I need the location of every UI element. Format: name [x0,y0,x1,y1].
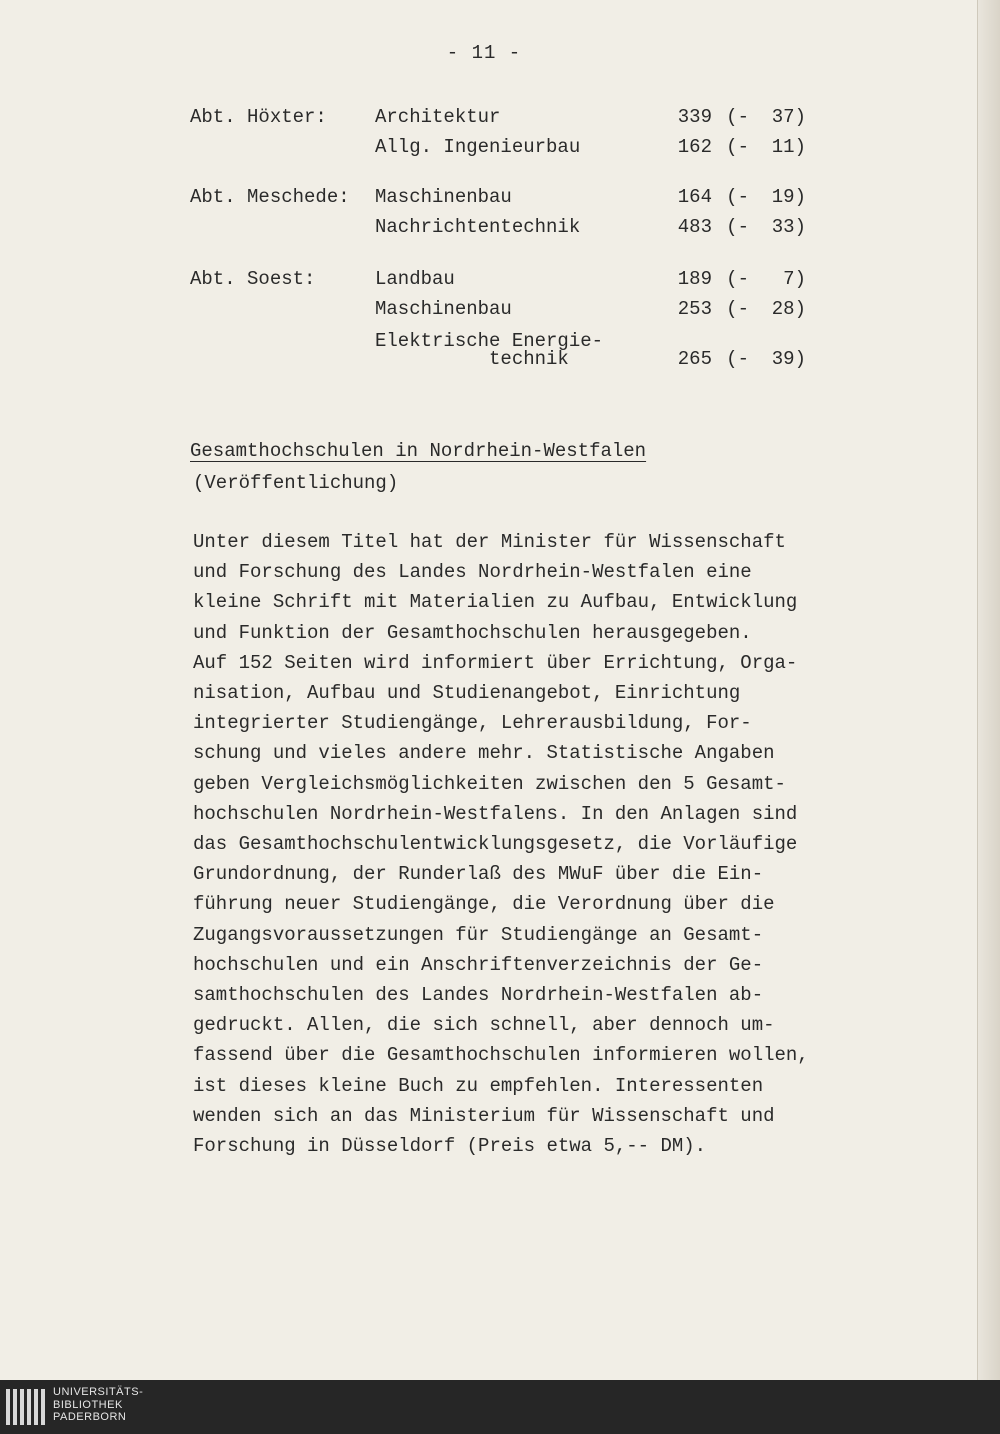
department-subject: Maschinenbau [375,186,512,208]
body-line: geben Vergleichsmöglichkeiten zwischen den 5 Gesamt- [193,772,786,795]
student-count: 339 [677,106,712,128]
page-edge [977,0,1000,1380]
body-line: das Gesamthochschulentwicklungsgesetz, die Vorläufige [193,833,798,856]
body-line: ist dieses kleine Buch zu empfehlen. Interessenten [193,1074,764,1097]
count-change: (- 19) [726,186,806,208]
body-line: Zugangsvoraussetzungen für Studiengänge an Gesamt- [193,923,764,946]
count-change: (- 28) [726,298,806,320]
body-line: Grundordnung, der Runderlaß des MWuF über die Ein- [193,863,764,886]
section-heading: Gesamthochschulen in Nordrhein-Westfalen [190,440,647,462]
count-change: (- 7) [726,268,806,290]
body-line: kleine Schrift mit Materialien zu Aufbau, Entwicklung [193,591,798,614]
body-line: hochschulen Nordrhein-Westfalens. In den Anlagen sind [193,802,798,825]
department-subject: Elektrische Energie- [375,330,604,352]
body-line: und Funktion der Gesamthochschulen herausgegeben. [193,621,752,644]
logo-line: PADERBORN [53,1411,127,1423]
department-subject: Landbau [375,268,455,290]
library-logo-text [53,1386,143,1424]
department-subject: Nachrichtentechnik [375,216,581,238]
student-count: 253 [677,298,712,320]
body-line: führung neuer Studiengänge, die Verordnung über die [193,893,775,916]
body-line: samthochschulen des Landes Nordrhein-Westfalen ab- [193,984,764,1007]
student-count: 265 [677,348,712,370]
count-change: (- 37) [726,106,806,128]
body-line: integrierter Studiengänge, Lehrerausbildung, For- [193,712,752,735]
section-subheading: (Veröffentlichung) [193,472,399,494]
body-line: Auf 152 Seiten wird informiert über Errichtung, Orga- [193,651,798,674]
department-label: Abt. Höxter: [190,106,327,128]
department-label: Abt. Meschede: [190,186,350,208]
student-count: 164 [677,186,712,208]
department-subject: technik [375,348,569,370]
logo-line: UNIVERSITÄTS- [53,1386,144,1398]
count-change: (- 33) [726,216,806,238]
student-count: 483 [677,216,712,238]
student-count: 189 [677,268,712,290]
department-subject: Allg. Ingenieurbau [375,136,581,158]
library-footer-bar [0,1380,1000,1434]
count-change: (- 39) [726,348,806,370]
body-line: gedruckt. Allen, die sich schnell, aber dennoch um- [193,1014,775,1037]
logo-line: BIBLIOTHEK [53,1398,123,1411]
body-line: Forschung in Düsseldorf (Preis etwa 5,-- DM). [193,1135,707,1158]
body-paragraph [193,527,873,1161]
body-line: fassend über die Gesamthochschulen informieren wollen, [193,1044,809,1067]
body-line: hochschulen und ein Anschriftenverzeichnis der Ge- [193,953,764,976]
department-label: Abt. Soest: [190,268,316,290]
body-line: Unter diesem Titel hat der Minister für Wissenschaft [193,531,786,553]
department-subject: Architektur [375,106,501,128]
student-count: 162 [677,136,712,158]
count-change: (- 11) [726,136,806,158]
body-line: nisation, Aufbau und Studienangebot, Einrichtung [193,682,741,705]
department-subject: Maschinenbau [375,298,512,320]
library-logo-icon [6,1389,46,1425]
body-line: wenden sich an das Ministerium für Wissenschaft und [193,1104,775,1127]
page-number: - 11 - [446,42,522,64]
body-line: und Forschung des Landes Nordrhein-Westfalen eine [193,561,752,584]
body-line: schung und vieles andere mehr. Statistische Angaben [193,742,775,765]
